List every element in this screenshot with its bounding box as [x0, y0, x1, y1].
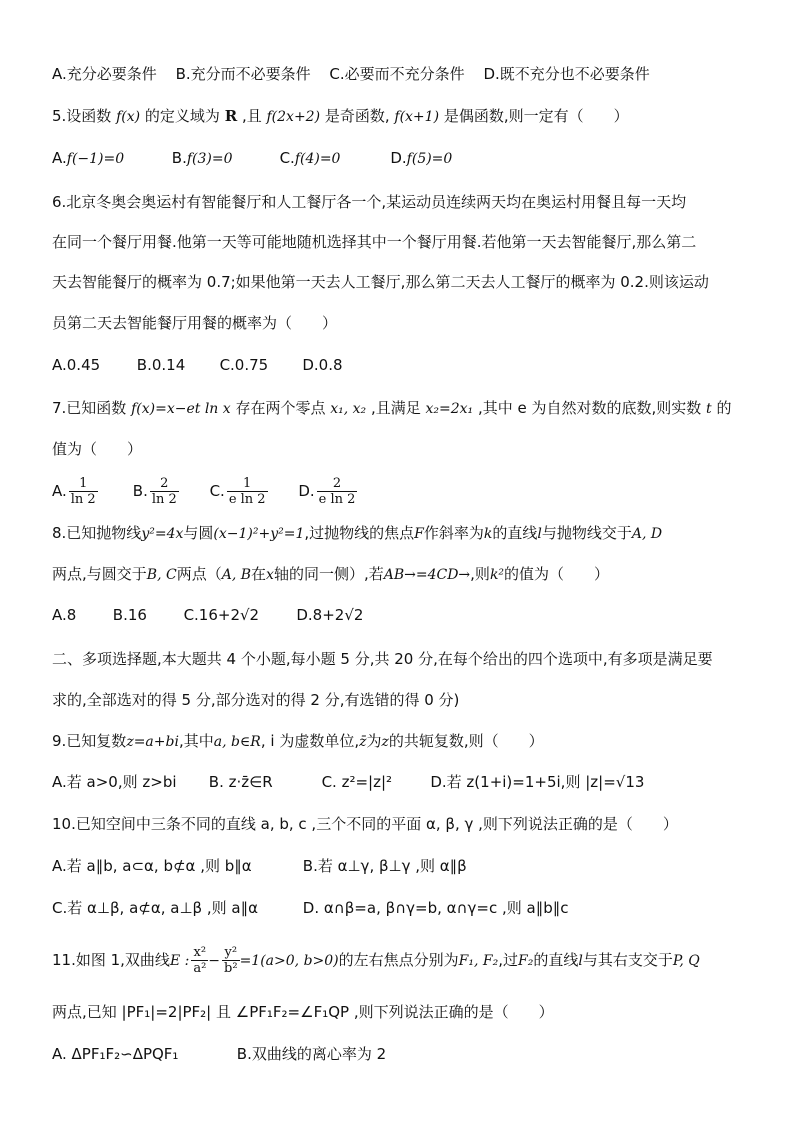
- q6-stem-line-2: 在同一个餐厅用餐.他第一天等可能地随机选择其中一个餐厅用餐.若他第一天去智能餐厅,那么第二: [52, 233, 697, 251]
- q11-stem: 11.如图 1,双曲线E : $\frac{\text{x²}}{\text{a²}}$ − $\frac{\text{y²}}{\text{b²}}$ =1(a>0, b>0)的左右焦点分别为F₁, F₂,过F₂的直线l与其右支交于P, Q: [52, 945, 700, 976]
- q5-stem: 5.设函数 f(x) 的定义域为 R ,且 f(2x+2) 是奇函数, f(x+1) 是偶函数,则一定有（ ）: [52, 107, 629, 125]
- q8-stem: 8.已知抛物线y²=4x与圆(x−1)²+y²=1,过抛物线的焦点F作斜率为k的直线l与抛物线交于A, D: [52, 524, 663, 542]
- q9-option-d: D.若 z(1+i)=1+5i,则 |z|=√13: [430, 773, 645, 791]
- q10-option-d: D. α∩β=a, β∩γ=b, α∩γ=c ,则 a∥b∥c: [302, 899, 569, 917]
- q5-option-a: A.f(−1)=0: [52, 149, 125, 167]
- q11-options: [52, 1042, 764, 1066]
- q5-option-b: B.f(3)=0: [171, 149, 233, 167]
- q8-option-c: C.16+2√2: [183, 606, 260, 624]
- q6-option-a: A.0.45: [52, 356, 101, 374]
- q4-option-b: B.充分而不必要条件: [175, 65, 311, 83]
- q8-options: [52, 603, 764, 627]
- q9-stem: 9.已知复数z=a+bi,其中a, b∈R, i 为虚数单位,z̄为z的共轭复数,则（ ）: [52, 732, 544, 750]
- q7-option-c: C. $\frac{1}{\text{e ln 2}}$: [209, 476, 266, 507]
- q7-options: [52, 476, 764, 507]
- q6-option-c: C.0.75: [219, 356, 269, 374]
- q11-stem-line-2: 两点,已知 |PF₁|=2|PF₂| 且 ∠PF₁F₂=∠F₁QP ,则下列说法正确的是（ ）: [52, 1003, 554, 1021]
- q5-option-c: C.f(4)=0: [279, 149, 341, 167]
- q5-options: [52, 146, 764, 171]
- q8-option-d: D.8+2√2: [296, 606, 364, 624]
- q9-option-c: C. z²=|z|²: [321, 773, 393, 791]
- q9-option-a: A.若 a>0,则 z>bi: [52, 773, 177, 791]
- q10-option-c: C.若 α⊥β, a⊄α, a⊥β ,则 a∥α: [52, 899, 258, 917]
- q10-option-a: A.若 a∥b, a⊂α, b⊄α ,则 b∥α: [52, 857, 252, 875]
- q10-options-row-1: [52, 854, 764, 878]
- q6-stem-line-3: 天去智能餐厅的概率为 0.7;如果他第一天去人工餐厅,那么第二天去人工餐厅的概率为 0.2.则该运动: [52, 273, 709, 291]
- q7-stem-line-2: 值为（ ）: [52, 440, 143, 458]
- q8-option-b: B.16: [112, 606, 147, 624]
- q7-option-b: B. $\frac{2}{\ln 2}$: [132, 476, 177, 507]
- q6-option-d: D.0.8: [302, 356, 343, 374]
- q4-option-c: C.必要而不充分条件: [329, 65, 465, 83]
- q10-stem: 10.已知空间中三条不同的直线 a, b, c ,三个不同的平面 α, β, γ ,则下列说法正确的是（ ）: [52, 815, 678, 833]
- q11-option-b: B.双曲线的离心率为 2: [236, 1045, 387, 1063]
- q11-option-a: A. ΔPF₁F₂∽ΔPQF₁: [52, 1045, 179, 1063]
- q10-option-b: B.若 α⊥γ, β⊥γ ,则 α∥β: [302, 857, 467, 875]
- q6-option-b: B.0.14: [136, 356, 186, 374]
- q9-options: [52, 770, 764, 794]
- q4-options: [52, 62, 764, 86]
- q8-stem-line-2: 两点,与圆交于B, C两点（A, B在x轴的同一侧）,若AB→=4CD→,则k²的值为（ ）: [52, 565, 610, 583]
- q7-stem: 7.已知函数 f(x)=x−et ln x 存在两个零点 x₁, x₂ ,且满足 x₂=2x₁ ,其中 e 为自然对数的底数,则实数 t 的: [52, 399, 732, 417]
- section-2-heading-line-1: 二、多项选择题,本大题共 4 个小题,每小题 5 分,共 20 分,在每个给出的四个选项中,有多项是满足要: [52, 650, 713, 668]
- q10-options-row-2: [52, 896, 764, 920]
- q6-stem-line-4: 员第二天去智能餐厅用餐的概率为（ ）: [52, 314, 338, 332]
- q8-option-a: A.8: [52, 606, 77, 624]
- q6-stem-line-1: 6.北京冬奥会奥运村有智能餐厅和人工餐厅各一个,某运动员连续两天均在奥运村用餐且每一天均: [52, 193, 687, 211]
- q4-option-a: A.充分必要条件: [52, 65, 157, 83]
- q7-option-a: A. $\frac{1}{\ln 2}$: [52, 476, 96, 507]
- q4-option-d: D.既不充分也不必要条件: [483, 65, 650, 83]
- q9-option-b: B. z·z̄∈R: [208, 773, 273, 791]
- q6-options: [52, 353, 764, 377]
- q5-option-d: D.f(5)=0: [390, 149, 453, 167]
- q7-option-d: D. $\frac{2}{\text{e ln 2}}$: [298, 476, 356, 507]
- section-2-heading-line-2: 求的,全部选对的得 5 分,部分选对的得 2 分,有选错的得 0 分): [52, 691, 460, 709]
